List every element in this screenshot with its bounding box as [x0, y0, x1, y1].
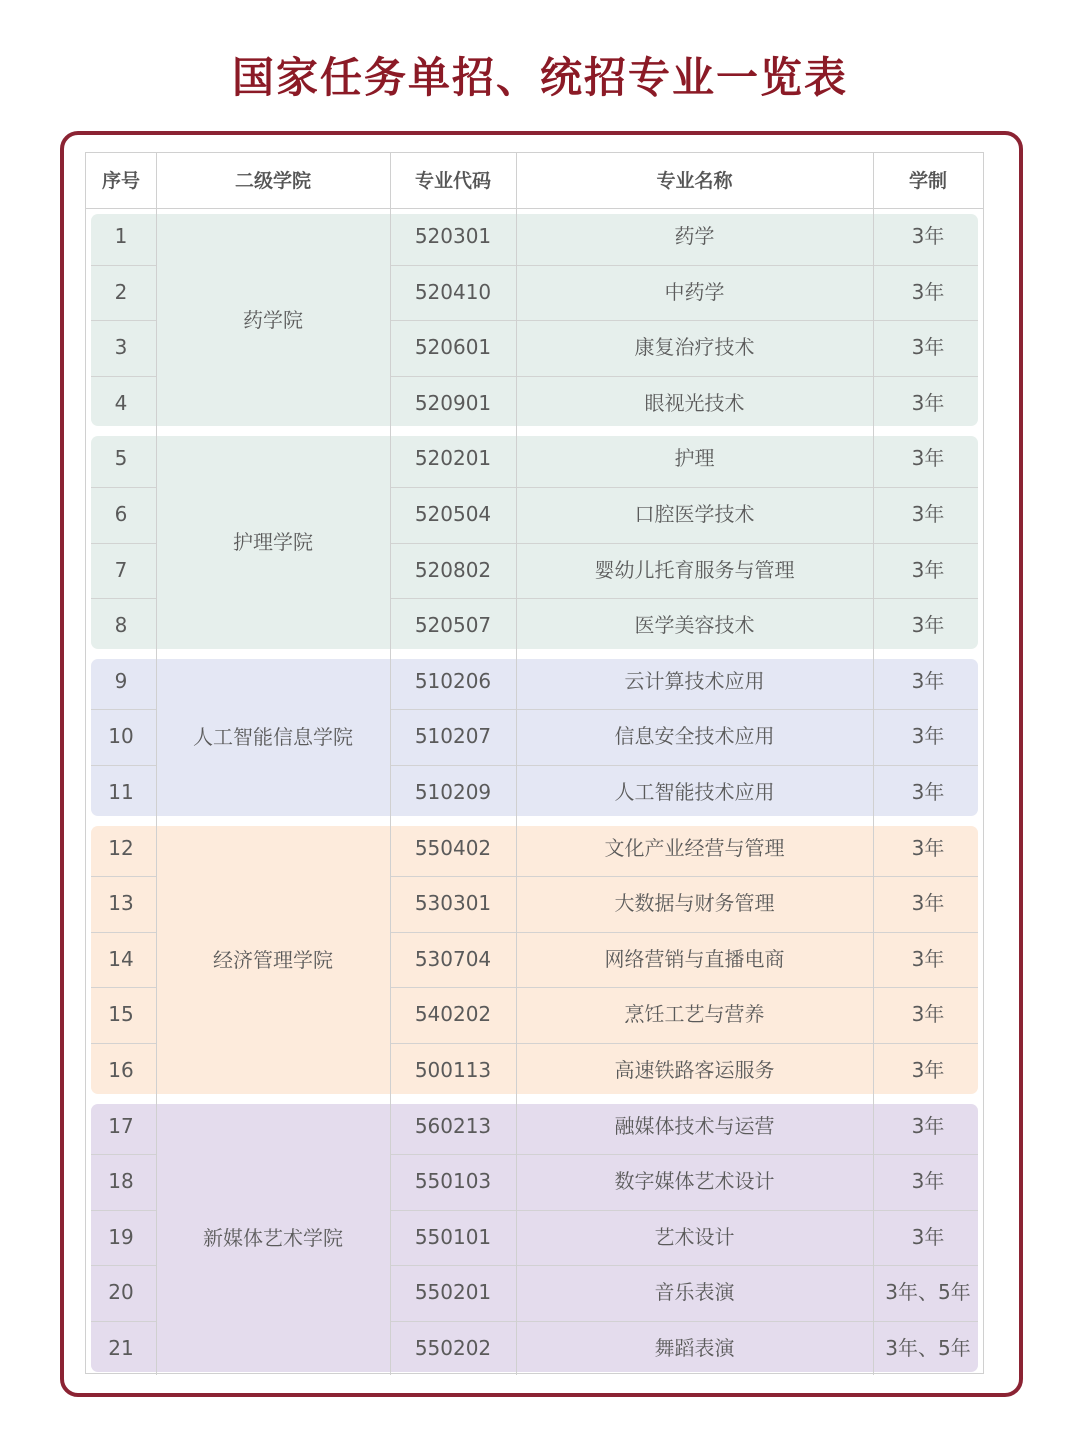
- row-divider: [91, 1043, 156, 1044]
- major-code: 560213: [414, 1113, 492, 1138]
- major-code: 550103: [414, 1169, 492, 1194]
- row-divider: [390, 1154, 978, 1155]
- major-name: 音乐表演: [654, 1280, 735, 1305]
- row-divider: [91, 320, 156, 321]
- column-divider: [156, 153, 157, 1375]
- major-name: 云计算技术应用: [624, 668, 765, 693]
- header-major: 专业名称: [656, 170, 733, 192]
- row-divider: [91, 932, 156, 933]
- major-name: 婴幼儿托育服务与管理: [594, 557, 795, 582]
- table-header: [86, 153, 983, 209]
- major-name: 融媒体技术与运营: [614, 1113, 775, 1138]
- row-index: 12: [108, 835, 134, 860]
- major-name: 护理: [674, 446, 715, 471]
- major-duration: 3年: [911, 1169, 945, 1194]
- college-name: 新媒体艺术学院: [203, 1225, 343, 1250]
- major-duration: 3年: [911, 501, 945, 526]
- major-duration: 3年: [911, 1224, 945, 1249]
- major-duration: 3年: [911, 557, 945, 582]
- row-index: 8: [114, 613, 128, 638]
- college-group: [86, 1099, 983, 1377]
- header-college: 二级学院: [234, 170, 311, 192]
- column-divider: [873, 153, 874, 1375]
- major-name: 医学美容技术: [634, 613, 755, 638]
- major-duration: 3年: [911, 779, 945, 804]
- row-divider: [390, 765, 978, 766]
- major-code: 520410: [414, 279, 492, 304]
- row-divider: [91, 1154, 156, 1155]
- row-divider: [91, 1210, 156, 1211]
- header-duration: 学制: [908, 170, 947, 192]
- row-divider: [390, 876, 978, 877]
- major-code: 530301: [414, 891, 492, 916]
- row-index: 1: [114, 224, 128, 248]
- major-code: 510206: [414, 668, 492, 693]
- major-code: 550201: [414, 1280, 492, 1305]
- college-group: [86, 209, 983, 431]
- row-divider: [91, 765, 156, 766]
- row-divider: [91, 987, 156, 988]
- major-duration: 3年: [911, 946, 945, 971]
- row-index: 6: [114, 501, 128, 526]
- major-duration: 3年: [911, 1113, 945, 1138]
- major-duration: 3年: [911, 613, 945, 638]
- major-duration: 3年: [911, 390, 945, 415]
- row-divider: [390, 932, 978, 933]
- row-index: 11: [108, 779, 134, 804]
- college-group: [86, 821, 983, 1099]
- college-name: 护理学院: [233, 530, 313, 555]
- major-duration: 3年: [911, 279, 945, 304]
- row-index: 13: [108, 891, 134, 916]
- row-divider: [390, 376, 978, 377]
- row-index: 3: [114, 335, 128, 360]
- row-divider: [390, 320, 978, 321]
- row-divider: [390, 1043, 978, 1044]
- row-index: 9: [114, 668, 128, 693]
- row-divider: [390, 1265, 978, 1266]
- college-name: 人工智能信息学院: [193, 724, 353, 749]
- row-divider: [390, 265, 978, 266]
- major-code: 510207: [414, 724, 492, 749]
- major-code: 520601: [414, 335, 492, 360]
- row-index: 21: [108, 1335, 134, 1360]
- major-name: 数字媒体艺术设计: [614, 1169, 775, 1194]
- major-duration: 3年: [911, 446, 945, 471]
- row-index: 10: [108, 724, 134, 749]
- major-duration: 3年: [911, 835, 945, 860]
- row-divider: [390, 987, 978, 988]
- major-code: 550202: [414, 1335, 492, 1360]
- row-index: 14: [108, 946, 134, 971]
- major-name: 药学: [674, 224, 715, 248]
- row-divider: [91, 1321, 156, 1322]
- row-index: 2: [114, 279, 128, 304]
- major-duration: 3年、5年: [885, 1335, 971, 1360]
- major-name: 中药学: [664, 279, 725, 304]
- major-duration: 3年: [911, 1002, 945, 1027]
- college-group: [86, 431, 983, 653]
- major-code: 520507: [414, 613, 492, 638]
- major-duration: 3年: [911, 891, 945, 916]
- major-code: 540202: [414, 1002, 492, 1027]
- college-name: 药学院: [243, 308, 303, 332]
- major-code: 500113: [414, 1057, 492, 1082]
- major-name: 烹饪工艺与营养: [624, 1002, 765, 1027]
- major-duration: 3年: [911, 1057, 945, 1082]
- column-divider: [516, 153, 517, 1375]
- major-code: 550101: [414, 1224, 492, 1249]
- major-duration: 3年: [911, 224, 945, 248]
- row-divider: [91, 376, 156, 377]
- row-divider: [390, 1210, 978, 1211]
- major-name: 信息安全技术应用: [614, 724, 775, 749]
- major-code: 520301: [414, 224, 492, 248]
- row-divider: [91, 487, 156, 488]
- major-name: 口腔医学技术: [634, 501, 755, 526]
- major-duration: 3年: [911, 668, 945, 693]
- major-code: 550402: [414, 835, 492, 860]
- row-divider: [390, 487, 978, 488]
- header-code: 专业代码: [414, 170, 491, 192]
- row-divider: [91, 543, 156, 544]
- major-name: 眼视光技术: [644, 390, 745, 415]
- major-code: 520901: [414, 390, 492, 415]
- page-title: 国家任务单招、统招专业一览表: [231, 53, 848, 102]
- row-index: 19: [108, 1224, 134, 1249]
- row-index: 18: [108, 1169, 134, 1194]
- row-divider: [91, 709, 156, 710]
- major-name: 康复治疗技术: [634, 335, 755, 360]
- header-index: 序号: [101, 170, 140, 192]
- major-name: 艺术设计: [654, 1224, 735, 1249]
- college-group: [86, 654, 983, 821]
- major-name: 网络营销与直播电商: [604, 946, 785, 971]
- row-divider: [91, 598, 156, 599]
- row-index: 16: [108, 1057, 134, 1082]
- major-duration: 3年: [911, 335, 945, 360]
- row-divider: [91, 265, 156, 266]
- major-name: 高速铁路客运服务: [614, 1057, 775, 1082]
- row-divider: [390, 709, 978, 710]
- column-divider: [390, 153, 391, 1375]
- row-index: 17: [108, 1113, 134, 1138]
- majors-table: [85, 152, 984, 1374]
- major-code: 520504: [414, 501, 492, 526]
- row-index: 20: [108, 1280, 134, 1305]
- major-duration: 3年、5年: [885, 1280, 971, 1305]
- major-code: 530704: [414, 946, 492, 971]
- major-duration: 3年: [911, 724, 945, 749]
- major-code: 520201: [414, 446, 492, 471]
- row-index: 4: [114, 390, 128, 415]
- row-divider: [390, 543, 978, 544]
- major-name: 大数据与财务管理: [614, 891, 775, 916]
- major-name: 文化产业经营与管理: [604, 835, 785, 860]
- major-code: 520802: [414, 557, 492, 582]
- row-divider: [91, 876, 156, 877]
- row-divider: [390, 1321, 978, 1322]
- college-name: 经济管理学院: [213, 947, 333, 972]
- row-index: 7: [114, 557, 128, 582]
- major-code: 510209: [414, 779, 492, 804]
- row-index: 5: [114, 446, 128, 471]
- row-index: 15: [108, 1002, 134, 1027]
- row-divider: [390, 598, 978, 599]
- major-name: 舞蹈表演: [654, 1335, 735, 1360]
- major-name: 人工智能技术应用: [614, 779, 775, 804]
- row-divider: [91, 1265, 156, 1266]
